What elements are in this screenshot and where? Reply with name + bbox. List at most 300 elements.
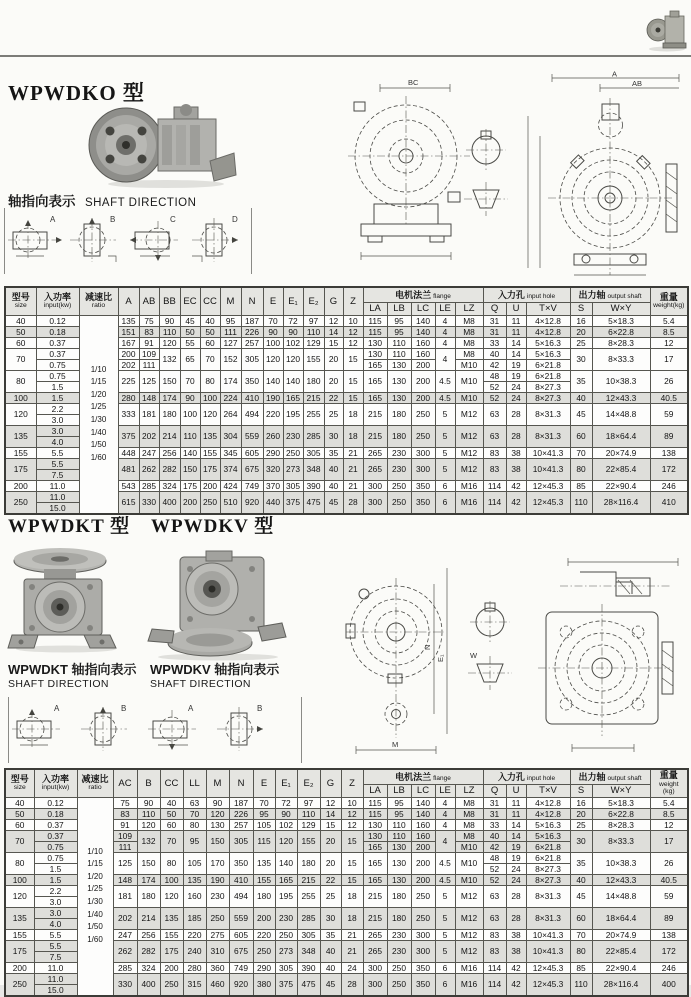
data-cell: 38: [506, 929, 526, 940]
data-cell: 0.18: [34, 808, 77, 819]
data-cell: 140: [411, 797, 435, 808]
data-cell: 200: [160, 962, 183, 973]
data-cell: 481: [118, 458, 139, 480]
data-cell: 749: [241, 480, 263, 491]
data-cell: 1.5: [34, 874, 77, 885]
data-cell: 70: [183, 808, 206, 819]
data-cell: 448: [118, 447, 139, 458]
data-cell: 15.0: [36, 502, 79, 514]
data-cell: 230: [387, 447, 411, 458]
data-cell: 110: [137, 808, 160, 819]
data-cell: 202: [139, 425, 159, 447]
data-cell: 125: [139, 370, 159, 392]
data-cell: 195: [283, 403, 303, 425]
data-cell: 125: [113, 852, 137, 874]
data-cell: 14×48.8: [592, 403, 650, 425]
data-cell: 160: [411, 819, 435, 830]
data-cell: 255: [297, 885, 320, 907]
data-cell: 40: [160, 797, 183, 808]
data-cell: 257: [241, 337, 263, 348]
data-cell: M8: [455, 326, 483, 337]
data-cell: 3.0: [34, 907, 77, 918]
data-cell: 175: [5, 458, 36, 480]
data-cell: 24: [506, 863, 526, 874]
data-cell: 165: [363, 359, 387, 370]
data-cell: 12: [320, 797, 341, 808]
data-cell: 35: [324, 447, 343, 458]
data-cell: 180: [387, 403, 411, 425]
data-cell: 165: [363, 841, 387, 852]
data-cell: 370: [263, 480, 283, 491]
header-cell: U: [506, 784, 526, 797]
data-cell: 22×90.4: [592, 962, 650, 973]
data-cell: 4.0: [36, 436, 79, 447]
data-cell: 257: [229, 819, 253, 830]
data-cell: 250: [387, 973, 411, 996]
data-cell: 15: [341, 852, 363, 874]
data-cell: 350: [411, 491, 435, 514]
data-cell: 390: [303, 480, 324, 491]
data-cell: 305: [297, 929, 320, 940]
data-cell: 140: [283, 370, 303, 392]
data-cell: 11: [506, 326, 526, 337]
data-cell: 400: [650, 973, 688, 996]
data-cell: 374: [220, 458, 241, 480]
data-cell: 120: [275, 830, 297, 852]
data-cell: M10: [455, 874, 483, 885]
data-cell: 45: [320, 973, 341, 996]
data-cell: 12: [650, 337, 688, 348]
header-cell: T×V: [526, 784, 570, 797]
data-cell: 20×74.9: [592, 929, 650, 940]
data-cell: 200: [5, 480, 36, 491]
data-cell: 262: [139, 458, 159, 480]
data-cell: M8: [455, 830, 483, 841]
wpwdkt-shaft-en: SHAFT DIRECTION: [8, 677, 109, 690]
data-cell: 91: [113, 819, 137, 830]
data-cell: 155: [5, 929, 34, 940]
data-cell: 21: [343, 447, 363, 458]
svg-text:A: A: [188, 704, 194, 713]
data-cell: M12: [455, 425, 483, 447]
data-cell: 12×45.3: [526, 973, 570, 996]
data-cell: 226: [229, 808, 253, 819]
svg-text:A: A: [612, 69, 618, 79]
section-title-wpwdkt: WPWDKT 型: [8, 516, 131, 537]
header-cell: LB: [387, 302, 411, 315]
shaft-direction-en: SHAFT DIRECTION: [84, 197, 197, 209]
data-cell: 165: [363, 370, 387, 392]
data-cell: 83: [483, 940, 506, 962]
header-cell: LZ: [455, 302, 483, 315]
data-cell: 165: [363, 852, 387, 874]
data-cell: 25: [570, 819, 592, 830]
data-cell: 230: [206, 885, 229, 907]
data-cell: 80: [183, 819, 206, 830]
data-cell: 102: [275, 819, 297, 830]
data-cell: 52: [483, 392, 506, 403]
data-cell: 140: [180, 447, 200, 458]
data-cell: 200: [253, 907, 275, 929]
data-cell: M8: [455, 348, 483, 359]
data-cell: 20: [570, 808, 592, 819]
wpwdkt-product-photo: [8, 545, 122, 653]
svg-text:D: D: [232, 215, 238, 224]
data-cell: 45: [570, 885, 592, 907]
data-cell: 80: [5, 852, 34, 874]
data-cell: 675: [241, 458, 263, 480]
data-cell: 130: [363, 337, 387, 348]
data-cell: 5: [435, 458, 455, 480]
header-cell: 出力轴 output shaft: [570, 769, 650, 784]
svg-text:B: B: [257, 704, 263, 713]
data-cell: 38: [506, 458, 526, 480]
data-cell: 22: [324, 392, 343, 403]
data-cell: 100: [180, 403, 200, 425]
data-cell: 300: [411, 940, 435, 962]
data-cell: 348: [303, 458, 324, 480]
header-cell: Z: [343, 287, 363, 315]
data-cell: 5: [435, 403, 455, 425]
data-cell: 31: [483, 797, 506, 808]
data-cell: 350: [229, 852, 253, 874]
data-cell: 250: [387, 962, 411, 973]
data-cell: 80: [570, 940, 592, 962]
data-cell: 90: [263, 326, 283, 337]
data-cell: 5×16.3: [526, 348, 570, 359]
data-cell: 130: [206, 819, 229, 830]
header-cell: W×Y: [592, 302, 650, 315]
data-cell: 14: [506, 337, 526, 348]
data-cell: 250: [200, 491, 220, 514]
data-cell: 16: [570, 315, 592, 326]
data-cell: 12: [324, 315, 343, 326]
shaft-direction-diagram-c: [126, 210, 184, 272]
data-cell: 105: [183, 852, 206, 874]
data-cell: 22: [320, 874, 341, 885]
data-cell: 214: [159, 425, 180, 447]
data-cell: 40.5: [650, 392, 688, 403]
data-cell: 5: [435, 447, 455, 458]
data-cell: 605: [241, 447, 263, 458]
data-cell: 110: [159, 326, 180, 337]
data-cell: 230: [387, 929, 411, 940]
data-cell: 12×45.3: [526, 491, 570, 514]
header-cell: W×Y: [592, 784, 650, 797]
data-cell: 120: [160, 885, 183, 907]
header-cell: LA: [363, 784, 387, 797]
data-cell: 109: [113, 830, 137, 841]
data-cell: 70: [253, 797, 275, 808]
data-cell: 30: [324, 425, 343, 447]
data-cell: 7.5: [36, 469, 79, 480]
data-cell: 3.0: [34, 896, 77, 907]
data-cell: 16: [570, 797, 592, 808]
data-cell: 31: [483, 315, 506, 326]
header-cell: S: [570, 784, 592, 797]
data-cell: 50: [200, 326, 220, 337]
data-cell: 6: [435, 480, 455, 491]
data-cell: 0.12: [34, 797, 77, 808]
header-cell: LE: [435, 784, 455, 797]
data-cell: 50: [180, 326, 200, 337]
data-cell: 4.5: [435, 874, 455, 885]
data-cell: M10: [455, 852, 483, 874]
data-cell: 200: [118, 348, 139, 359]
data-cell: 226: [241, 326, 263, 337]
data-cell: 4: [435, 797, 455, 808]
data-cell: 80: [200, 370, 220, 392]
data-cell: 5.5: [36, 458, 79, 469]
data-cell: 70: [200, 348, 220, 370]
data-cell: 22×85.4: [592, 458, 650, 480]
section-title-wpwdko: WPWDKO 型: [8, 81, 145, 105]
data-cell: 114: [483, 973, 506, 996]
data-cell: 19: [506, 852, 526, 863]
header-cell: 入力孔 input hole: [483, 769, 570, 784]
data-cell: 305: [275, 962, 297, 973]
data-cell: 33: [483, 819, 506, 830]
data-cell: 250: [283, 447, 303, 458]
data-cell: 127: [220, 337, 241, 348]
data-cell: 230: [387, 458, 411, 480]
data-cell: 160: [411, 348, 435, 359]
data-cell: 63: [183, 797, 206, 808]
data-cell: 48: [483, 370, 506, 381]
data-cell: 187: [229, 797, 253, 808]
data-cell: 400: [159, 491, 180, 514]
keyway-detail-drawing-wpwdkv: [466, 600, 514, 695]
data-cell: 148: [139, 392, 159, 403]
data-cell: 42: [506, 973, 526, 996]
data-cell: 300: [411, 447, 435, 458]
wpwdkv-direction-diagram-b: [211, 699, 269, 761]
data-cell: 8×31.3: [526, 403, 570, 425]
wpwdkt-kv-dimension-table: [4, 768, 689, 997]
data-cell: 475: [297, 973, 320, 996]
header-cell: M: [220, 287, 241, 315]
data-cell: 285: [139, 480, 159, 491]
data-cell: 8.5: [650, 808, 688, 819]
data-cell: 475: [303, 491, 324, 514]
data-cell: 28: [343, 491, 363, 514]
header-cell: LC: [411, 302, 435, 315]
data-cell: 140: [263, 370, 283, 392]
data-cell: 50: [5, 326, 36, 337]
data-cell: 170: [206, 852, 229, 874]
data-cell: 5: [435, 907, 455, 929]
data-cell: 12×45.3: [526, 962, 570, 973]
data-cell: 6×21.8: [526, 852, 570, 863]
data-cell: 250: [411, 907, 435, 929]
data-cell: 4×12.8: [526, 326, 570, 337]
data-cell: 0.75: [34, 852, 77, 863]
data-cell: 42: [506, 491, 526, 514]
data-cell: 19: [506, 370, 526, 381]
data-cell: 130: [363, 830, 387, 841]
header-cell: BB: [159, 287, 180, 315]
table-row: [5, 797, 688, 808]
data-cell: 1/10 1/15 1/20 1/25 1/30 1/40 1/50 1/60: [79, 315, 118, 514]
data-cell: 165: [283, 392, 303, 403]
wpwdkt-shaft-zh: WPWDKT 轴指向表示: [8, 662, 137, 677]
data-cell: 89: [650, 425, 688, 447]
data-cell: 110: [387, 348, 411, 359]
data-cell: 15.0: [34, 984, 77, 996]
data-cell: 330: [139, 491, 159, 514]
data-cell: 110: [387, 830, 411, 841]
data-cell: 190: [206, 874, 229, 885]
data-cell: 200: [411, 359, 435, 370]
data-cell: 4.5: [435, 370, 455, 392]
data-cell: 15: [324, 337, 343, 348]
data-cell: 8×28.3: [592, 819, 650, 830]
data-cell: 180: [303, 370, 324, 392]
data-cell: 6: [435, 962, 455, 973]
data-cell: 181: [113, 885, 137, 907]
data-cell: 290: [253, 962, 275, 973]
header-cell: 重量 weight (kg): [650, 769, 688, 797]
data-cell: 180: [387, 907, 411, 929]
data-cell: 282: [159, 458, 180, 480]
data-cell: 256: [159, 447, 180, 458]
wpwdkv-direction-diagram-a: [144, 699, 202, 761]
header-cell: T×V: [526, 302, 570, 315]
data-cell: 135: [118, 315, 139, 326]
data-cell: 14×48.8: [592, 885, 650, 907]
data-cell: 18: [343, 425, 363, 447]
data-cell: 42: [483, 359, 506, 370]
data-cell: 4: [435, 337, 455, 348]
data-cell: 5.4: [650, 315, 688, 326]
data-cell: 4.5: [435, 852, 455, 874]
data-cell: 21: [343, 480, 363, 491]
header-cell: LB: [387, 784, 411, 797]
data-cell: 273: [283, 458, 303, 480]
data-cell: 11: [506, 797, 526, 808]
data-cell: 152: [220, 348, 241, 370]
data-cell: 175: [180, 480, 200, 491]
data-cell: 4×12.8: [526, 315, 570, 326]
data-cell: 264: [220, 403, 241, 425]
data-cell: 115: [363, 315, 387, 326]
data-cell: 300: [411, 929, 435, 940]
header-cell: Q: [483, 784, 506, 797]
data-cell: 75: [113, 797, 137, 808]
data-cell: 83: [483, 929, 506, 940]
data-cell: 5.4: [650, 797, 688, 808]
data-cell: 14: [506, 819, 526, 830]
data-cell: 70: [570, 447, 592, 458]
data-cell: 174: [220, 370, 241, 392]
data-cell: 110: [297, 808, 320, 819]
data-cell: 5: [435, 929, 455, 940]
data-cell: 40: [570, 392, 592, 403]
shaft-direction-diagram-d: [186, 210, 244, 272]
data-cell: 70: [263, 315, 283, 326]
svg-text:A: A: [50, 215, 56, 224]
section-title-wpwdkv: WPWDKV 型: [151, 516, 275, 537]
data-cell: 28: [506, 403, 526, 425]
data-cell: 8.5: [650, 326, 688, 337]
data-cell: 120: [159, 337, 180, 348]
wpwdko-product-photo: [86, 103, 238, 189]
header-cell: AB: [139, 287, 159, 315]
data-cell: 160: [411, 337, 435, 348]
data-cell: 282: [137, 940, 160, 962]
data-cell: 90: [159, 315, 180, 326]
data-cell: 105: [253, 819, 275, 830]
data-cell: 214: [137, 907, 160, 929]
header-cell: Z: [341, 769, 363, 797]
data-cell: 4.0: [34, 918, 77, 929]
data-cell: M12: [455, 885, 483, 907]
data-cell: 7.5: [34, 951, 77, 962]
data-cell: 250: [5, 973, 34, 996]
data-cell: 559: [241, 425, 263, 447]
data-cell: 675: [229, 940, 253, 962]
data-cell: 324: [137, 962, 160, 973]
data-cell: 63: [483, 425, 506, 447]
data-cell: 5.5: [36, 447, 79, 458]
shaft-direction-label-wpwdkv: [150, 663, 279, 690]
data-cell: 140: [411, 808, 435, 819]
data-cell: 130: [387, 841, 411, 852]
data-cell: 4: [435, 808, 455, 819]
data-cell: 1.5: [36, 381, 79, 392]
data-cell: M16: [455, 491, 483, 514]
data-cell: 250: [5, 491, 36, 514]
data-cell: 35: [570, 852, 592, 874]
data-cell: 190: [263, 392, 283, 403]
wpwdko-front-view-drawing: [518, 70, 685, 282]
data-cell: 12: [341, 819, 363, 830]
data-cell: 90: [206, 797, 229, 808]
data-cell: 25: [320, 885, 341, 907]
data-cell: 390: [297, 962, 320, 973]
data-cell: 110: [303, 326, 324, 337]
data-cell: 380: [253, 973, 275, 996]
header-cell: G: [324, 287, 343, 315]
data-cell: 350: [411, 480, 435, 491]
data-cell: 95: [183, 830, 206, 852]
header-cell: 型号 size: [5, 287, 36, 315]
data-cell: 185: [183, 907, 206, 929]
data-cell: 97: [297, 797, 320, 808]
data-cell: M8: [455, 819, 483, 830]
data-cell: 215: [303, 392, 324, 403]
data-cell: 15: [341, 830, 363, 852]
data-cell: 0.37: [36, 337, 79, 348]
data-cell: 375: [283, 491, 303, 514]
data-cell: 130: [387, 392, 411, 403]
data-cell: 15: [343, 348, 363, 370]
data-cell: 60: [570, 425, 592, 447]
data-cell: 135: [200, 425, 220, 447]
data-cell: 15: [341, 874, 363, 885]
data-cell: 114: [483, 962, 506, 973]
data-cell: 350: [241, 370, 263, 392]
data-cell: M10: [455, 370, 483, 392]
data-cell: 130: [387, 370, 411, 392]
data-cell: 215: [297, 874, 320, 885]
data-cell: 110: [180, 425, 200, 447]
data-cell: 18: [343, 403, 363, 425]
data-cell: 135: [5, 425, 36, 447]
data-cell: 59: [650, 885, 688, 907]
data-cell: 45: [570, 403, 592, 425]
data-cell: 100: [160, 874, 183, 885]
